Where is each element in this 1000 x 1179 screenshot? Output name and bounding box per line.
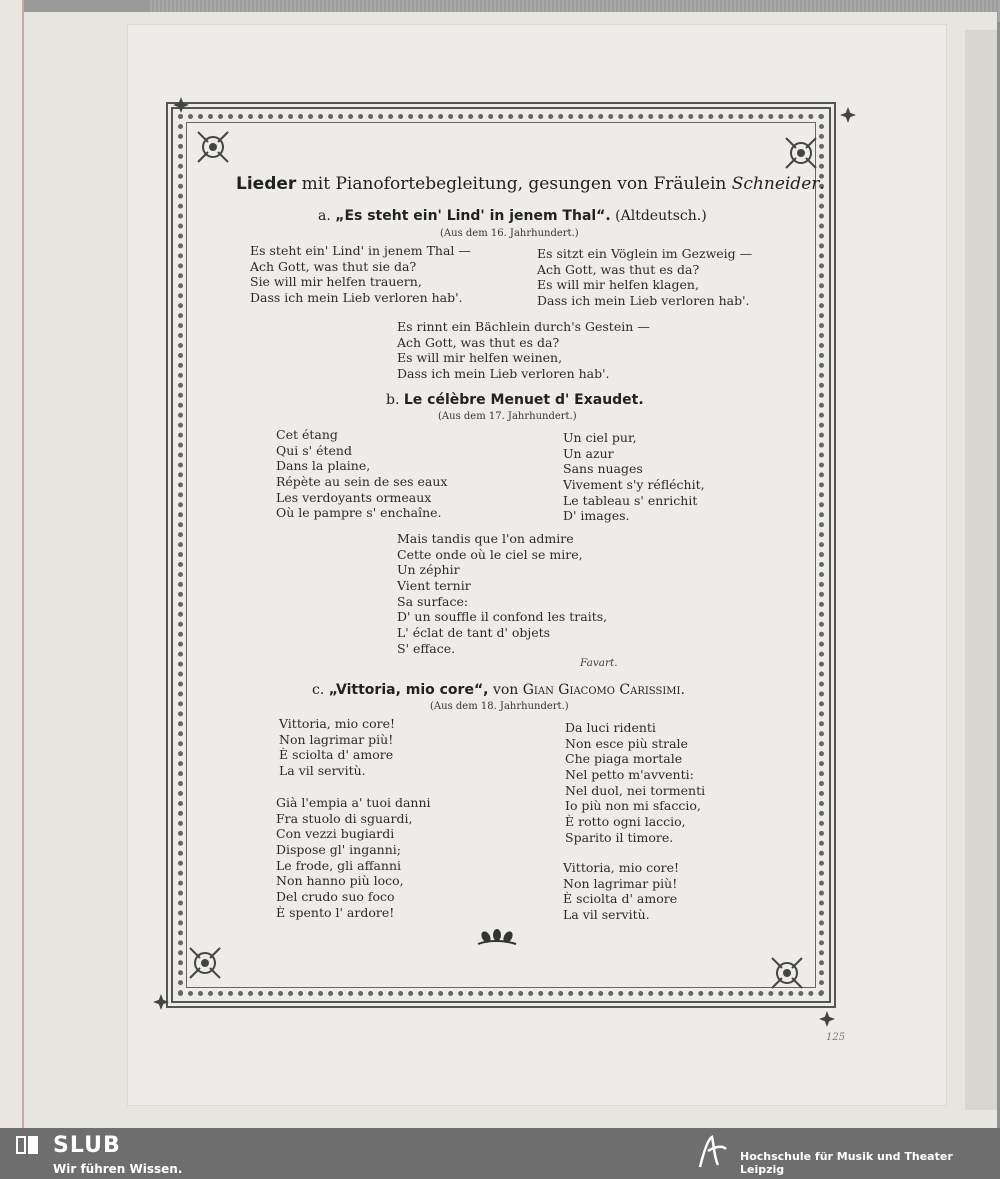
section-b-title — [386, 392, 644, 408]
verse-line: La vil servitù. — [279, 763, 366, 779]
verse-line: Un ciel pur, — [563, 430, 637, 445]
corner-fleur-top-left — [172, 96, 190, 114]
section-b-song: Le célèbre Menuet d' Exaudet. — [403, 392, 644, 408]
corner-fleur-bottom-left — [152, 993, 170, 1011]
verse-line: Non esce più strale — [565, 735, 688, 751]
fleuron-ornament — [474, 928, 520, 948]
section-c-song: „Vittoria, mio core“, — [328, 682, 489, 698]
corner-fleur-bottom-right — [818, 1010, 836, 1028]
verse-line: Un zéphir — [397, 562, 460, 578]
verse-line: Dans la plaine, — [276, 458, 371, 474]
corner-ornament-bottom-left — [188, 946, 222, 980]
section-a-suffix: (Altdeutsch.) — [615, 208, 707, 224]
partner-institution[interactable]: Hochschule für Musik und Theater Leipzig — [740, 1150, 953, 1176]
verse-line: Cet étang — [276, 427, 338, 442]
slub-title[interactable]: SLUB — [53, 1133, 121, 1158]
verse-line: Dass ich mein Lieb verloren hab'. — [397, 366, 610, 382]
verse-line: Non lagrimar più! — [563, 875, 678, 891]
section-b-author: Favart. — [580, 657, 618, 669]
section-a-stanza-right — [537, 246, 752, 309]
verse-line: Ach Gott, was thut es da? — [397, 334, 560, 350]
heading-end: . — [819, 174, 825, 194]
verse-line: Non lagrimar più! — [279, 731, 394, 747]
section-c-right-stanza-2 — [563, 860, 679, 923]
verse-line: Où le pampre s' enchaîne. — [276, 505, 442, 521]
section-b-letter: b. — [386, 392, 400, 408]
verse-line: Es steht ein' Lind' in jenem Thal — — [250, 243, 471, 258]
verse-line: Dass ich mein Lieb verloren hab'. — [250, 290, 463, 306]
verse-line: Es will mir helfen weinen, — [397, 350, 563, 366]
book-cover-edge — [0, 0, 24, 1128]
section-c-composer: Gian Giacomo Carissimi. — [522, 682, 685, 698]
verse-line: L' éclat de tant d' objets — [397, 625, 551, 641]
verse-line: Non hanno più loco, — [276, 873, 404, 889]
section-a-stanza-left — [250, 243, 471, 306]
verse-line: D' un souffle il confond les traits, — [397, 609, 608, 625]
section-c-by: von — [492, 682, 519, 698]
verse-line: Vient ternir — [397, 578, 471, 594]
verse-line: Dass ich mein Lieb verloren hab'. — [537, 293, 750, 309]
section-a-stanza-center — [397, 319, 650, 382]
verse-line: Vivement s'y réfléchit, — [563, 477, 705, 493]
verse-line: Sa surface: — [397, 593, 469, 609]
verse-line: Io più non mi sfaccio, — [565, 798, 701, 814]
verse-line: Sie will mir helfen trauern, — [250, 274, 422, 290]
verse-line: Nel petto m'avventi: — [565, 767, 694, 783]
verse-line: Cette onde où le ciel se mire, — [397, 546, 583, 562]
section-a-letter: a. — [318, 208, 331, 224]
verse-line: Les verdoyants ormeaux — [276, 489, 432, 505]
verse-line: Già l'empia a' tuoi danni — [276, 795, 431, 810]
corner-ornament-top-right — [784, 136, 818, 170]
verse-line: Sparito il timore. — [565, 829, 674, 845]
verse-line: Le frode, gli affanni — [276, 857, 401, 873]
heading-middle: mit Pianofortebegleitung, gesungen von Fräulein — [296, 174, 732, 194]
section-b-stanza-center — [397, 531, 607, 657]
verse-line: D' images. — [563, 508, 630, 524]
section-c-left-stanza-1 — [279, 716, 395, 779]
page-edge — [965, 30, 997, 1110]
slub-logo-icon[interactable] — [14, 1134, 42, 1156]
section-c-right-stanza-1 — [565, 720, 705, 846]
verse-line: È sciolta d' amore — [279, 747, 394, 763]
verse-line: Es sitzt ein Vöglein im Gezweig — — [537, 246, 753, 261]
section-b-note: (Aus dem 17. Jahrhundert.) — [438, 411, 577, 422]
verse-line: Mais tandis que l'on admire — [397, 531, 574, 546]
verse-line: Le tableau s' enrichit — [563, 492, 698, 508]
heading-singer: Schneider — [731, 174, 820, 194]
verse-line: È spento l' ardore! — [276, 904, 395, 920]
verse-line: Fra stuolo di sguardi, — [276, 810, 413, 826]
section-c-left-stanza-2 — [276, 795, 431, 921]
verse-line: Dispose gl' inganni; — [276, 842, 401, 858]
section-a-title — [318, 208, 707, 224]
verse-line: Vittoria, mio core! — [279, 716, 396, 731]
section-b-stanza-right — [563, 430, 705, 524]
heading-bold: Lieder — [236, 174, 297, 194]
verse-line: Un azur — [563, 445, 614, 461]
verse-line: Ach Gott, was thut es da? — [537, 261, 700, 277]
verse-line: Ach Gott, was thut sie da? — [250, 258, 417, 274]
section-b-stanza-left — [276, 427, 447, 521]
verse-line: Vittoria, mio core! — [563, 860, 680, 875]
hmt-logo-icon[interactable] — [694, 1131, 730, 1173]
verse-line: È rotto ogni laccio, — [565, 814, 686, 830]
verse-line: La vil servitù. — [563, 907, 650, 923]
verse-line: Qui s' étend — [276, 442, 352, 458]
verse-line: Es rinnt ein Bächlein durch's Gestein — — [397, 319, 650, 334]
verse-line: È sciolta d' amore — [563, 891, 678, 907]
verse-line: Del crudo suo foco — [276, 889, 395, 905]
verse-line: Es will mir helfen klagen, — [537, 277, 699, 293]
corner-ornament-bottom-right — [770, 956, 804, 990]
slub-tagline: Wir führen Wissen. — [53, 1162, 183, 1176]
verse-line: Répète au sein de ses eaux — [276, 474, 448, 490]
verse-line: Con vezzi bugiardi — [276, 826, 395, 842]
verse-line: Che piaga mortale — [565, 751, 683, 767]
section-c-title — [312, 682, 685, 698]
section-c-letter: c. — [312, 682, 325, 698]
section-a-note: (Aus dem 16. Jahrhundert.) — [440, 228, 579, 239]
verse-line: S' efface. — [397, 640, 456, 656]
corner-fleur-top-right — [839, 106, 857, 124]
corner-ornament-top-left — [196, 130, 230, 164]
verse-line: Nel duol, nei tormenti — [565, 782, 706, 798]
page-heading — [236, 174, 825, 194]
section-c-note: (Aus dem 18. Jahrhundert.) — [430, 701, 569, 712]
section-a-song: „Es steht ein' Lind' in jenem Thal“. — [335, 208, 611, 224]
page-number: 125 — [826, 1032, 846, 1043]
verse-line: Da luci ridenti — [565, 720, 656, 735]
verse-line: Sans nuages — [563, 461, 643, 477]
